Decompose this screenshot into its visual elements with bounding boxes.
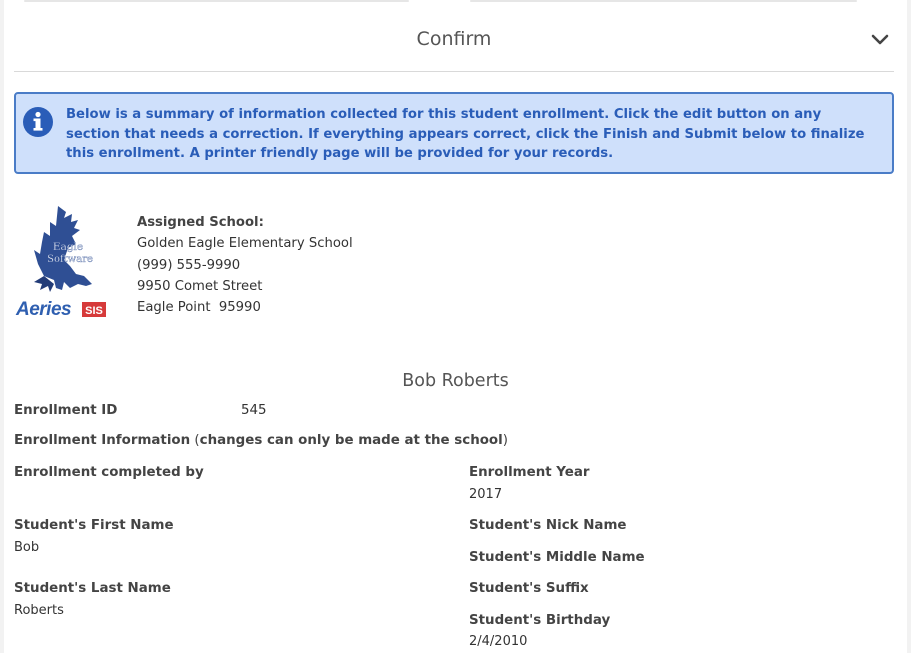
field-label-enrollment-completed-by: Enrollment completed by — [14, 465, 204, 480]
logo-brand-aeries: Aeries — [16, 299, 72, 320]
field-label-nick-name: Student's Nick Name — [469, 518, 627, 533]
field-label-last-name: Student's Last Name — [14, 581, 171, 596]
student-full-name: Bob Roberts — [402, 371, 509, 391]
school-city-zip: Eagle Point 95990 — [137, 300, 261, 316]
section-title: Confirm — [416, 28, 492, 50]
field-label-first-name: Student's First Name — [14, 518, 174, 533]
progress-tab-segment — [24, 0, 409, 2]
school-name: Golden Eagle Elementary School — [137, 236, 353, 252]
field-value-last-name: Roberts — [14, 603, 64, 618]
info-circle-icon — [22, 106, 54, 138]
logo-text-software: Software — [47, 254, 93, 265]
enrollment-information-heading — [14, 433, 508, 448]
enrollment-id-label: Enrollment ID — [14, 403, 118, 418]
enrollment-information-note: changes can only be made at the school — [199, 433, 503, 448]
info-notice — [14, 92, 894, 174]
field-label-enrollment-year: Enrollment Year — [469, 465, 590, 480]
confirm-panel — [4, 0, 907, 653]
progress-tab-segment — [470, 0, 857, 2]
heading-close-paren: ) — [502, 433, 508, 448]
chevron-down-icon[interactable] — [870, 30, 890, 50]
assigned-school-label: Assigned School: — [137, 215, 264, 230]
logo-text-eagle: Eagle — [52, 241, 84, 253]
enrollment-information-title: Enrollment Information — [14, 433, 191, 448]
field-value-enrollment-year: 2017 — [469, 487, 503, 502]
school-street: 9950 Comet Street — [137, 278, 263, 294]
heading-open-paren: ( — [190, 433, 200, 448]
enrollment-id-value: 545 — [241, 403, 267, 418]
field-label-birthday: Student's Birthday — [469, 613, 611, 628]
section-header[interactable] — [14, 8, 894, 72]
assigned-school-block — [137, 212, 353, 318]
field-value-first-name: Bob — [14, 540, 40, 555]
aeries-eagle-logo — [14, 204, 114, 320]
info-notice-text: Below is a summary of information collected for this student enrollment. Click the edit button on any section that needs a correction. If everything appears correct, click the Finish and Submit below to finalize this enrollment. A printer friendly page will be provided for your records. — [66, 107, 865, 161]
logo-brand-sis: SIS — [85, 305, 103, 317]
field-label-middle-name: Student's Middle Name — [469, 550, 645, 565]
field-label-suffix: Student's Suffix — [469, 581, 589, 596]
progress-tabs — [4, 0, 907, 2]
field-value-birthday: 2/4/2010 — [469, 634, 528, 649]
school-phone: (999) 555-9990 — [137, 257, 241, 273]
